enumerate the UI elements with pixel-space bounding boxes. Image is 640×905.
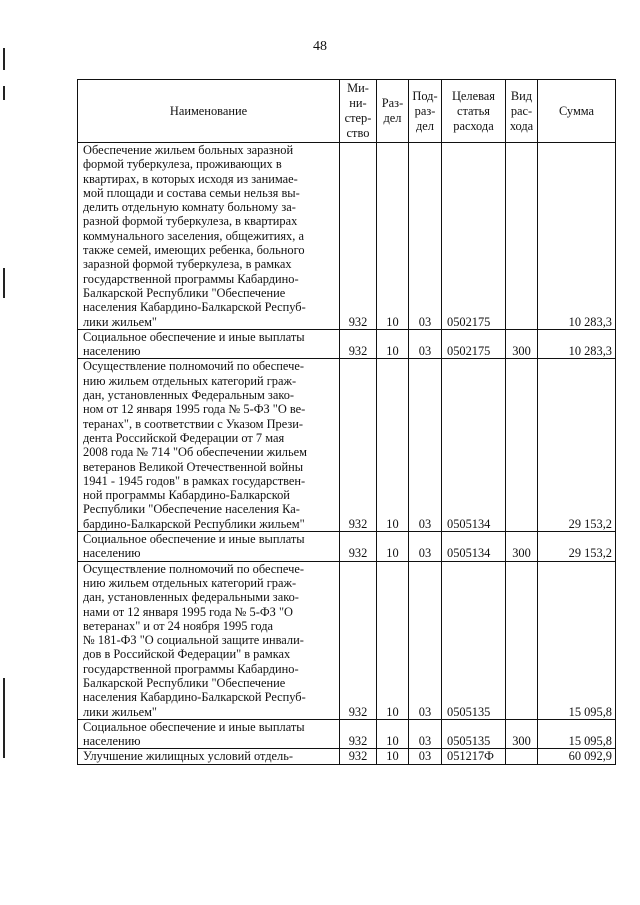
sum-cell: 10 283,3 bbox=[538, 329, 616, 359]
target-article-cell: 0505135 bbox=[442, 719, 506, 749]
text-line: дан, установленных федеральными зако- bbox=[83, 590, 299, 605]
text-line: ни- bbox=[349, 96, 367, 110]
text-line: дента Российской Федерации от 7 мая bbox=[83, 430, 285, 445]
text-line: населению bbox=[83, 546, 141, 561]
text-line: 2008 года № 714 "Об обеспечении жильем bbox=[83, 445, 307, 460]
text-line: ной программы Кабардино-Балкарской bbox=[83, 488, 290, 503]
subsection-cell: 03 bbox=[409, 561, 442, 719]
table-row bbox=[78, 719, 616, 749]
section-cell: 10 bbox=[377, 561, 409, 719]
expense-type-cell: 300 bbox=[506, 532, 538, 562]
text-line: Улучшение жилищных условий отдель- bbox=[83, 749, 294, 764]
table-row bbox=[78, 359, 616, 532]
ministry-cell: 932 bbox=[340, 749, 377, 764]
text-line: государственной программы Кабардино- bbox=[83, 271, 299, 286]
text-line: Социальное обеспечение и иные выплаты bbox=[83, 532, 305, 547]
text-line: стер- bbox=[344, 111, 372, 125]
subsection-cell: 03 bbox=[409, 359, 442, 532]
text-line: Социальное обеспечение и иные выплаты bbox=[83, 329, 305, 344]
text-line: Республики "Обеспечение населения Ка- bbox=[83, 502, 300, 517]
text-line: Обеспечение жильем больных заразной bbox=[83, 143, 294, 157]
expense-type-cell bbox=[506, 749, 538, 764]
text-line: Ми- bbox=[347, 81, 369, 95]
ministry-cell: 932 bbox=[340, 143, 377, 330]
subsection-cell: 03 bbox=[409, 329, 442, 359]
name-cell bbox=[78, 143, 340, 330]
text-line: лики жильем" bbox=[83, 704, 157, 719]
text-line: Социальное обеспечение и иные выплаты bbox=[83, 719, 305, 734]
scan-mark bbox=[3, 268, 5, 298]
text-line: Осуществление полномочий по обеспече- bbox=[83, 359, 304, 374]
scan-mark bbox=[3, 48, 5, 70]
subsection-cell: 03 bbox=[409, 749, 442, 764]
target-article-cell: 0505135 bbox=[442, 561, 506, 719]
section-cell: 10 bbox=[377, 719, 409, 749]
header-target-article bbox=[442, 80, 506, 143]
text-line: населения Кабардино-Балкарской Респуб- bbox=[83, 690, 306, 705]
text-line: хода bbox=[509, 118, 534, 133]
text-line: № 181-ФЗ "О социальной защите инвали- bbox=[83, 633, 304, 648]
header-ministry bbox=[340, 80, 377, 143]
text-line: формой туберкулеза, проживающих в bbox=[83, 157, 282, 172]
name-cell bbox=[78, 532, 340, 562]
text-line: населению bbox=[83, 344, 141, 359]
section-cell: 10 bbox=[377, 532, 409, 562]
ministry-cell: 932 bbox=[340, 359, 377, 532]
table-row bbox=[78, 532, 616, 562]
target-article-cell: 0502175 bbox=[442, 143, 506, 330]
sum-cell: 29 153,2 bbox=[538, 532, 616, 562]
text-line: расхода bbox=[453, 118, 494, 133]
expense-type-cell bbox=[506, 359, 538, 532]
text-line: заразной формой туберкулеза, в рамках bbox=[83, 257, 292, 272]
section-cell: 10 bbox=[377, 329, 409, 359]
ministry-cell: 932 bbox=[340, 329, 377, 359]
sum-cell: 10 283,3 bbox=[538, 143, 616, 330]
subsection-cell: 03 bbox=[409, 532, 442, 562]
table-row bbox=[78, 143, 616, 330]
budget-table bbox=[77, 79, 616, 765]
expense-type-cell: 300 bbox=[506, 719, 538, 749]
page-number: 48 bbox=[313, 39, 327, 54]
name-cell bbox=[78, 561, 340, 719]
text-line: мой площади и состава семьи нельзя вы- bbox=[83, 185, 300, 200]
text-line: ветеранов Великой Отечественной войны bbox=[83, 459, 304, 474]
text-line: теранах", в соответствии с Указом Прези- bbox=[83, 416, 304, 431]
header-subsection bbox=[409, 80, 442, 143]
text-line: ство bbox=[346, 126, 370, 140]
section-cell: 10 bbox=[377, 359, 409, 532]
name-cell bbox=[78, 749, 340, 764]
text-line: 1941 - 1945 годов" в рамках государствен- bbox=[83, 473, 306, 488]
scan-mark bbox=[3, 678, 5, 758]
text-line: рас- bbox=[510, 103, 533, 118]
text-line: разной формой туберкулеза, в квартирах bbox=[83, 214, 298, 229]
sum-cell: 29 153,2 bbox=[538, 359, 616, 532]
text-line: дов в Российской Федерации" в рамках bbox=[83, 647, 291, 662]
text-line: нию жильем отдельных категорий граж- bbox=[83, 373, 297, 388]
ministry-cell: 932 bbox=[340, 719, 377, 749]
name-cell bbox=[78, 719, 340, 749]
text-line: лики жильем" bbox=[83, 314, 157, 329]
text-line: государственной программы Кабардино- bbox=[83, 661, 299, 676]
table-row bbox=[78, 749, 616, 764]
sum-cell: 15 095,8 bbox=[538, 561, 616, 719]
text-line: статья bbox=[456, 103, 490, 118]
text-line: бардино-Балкарской Республики жильем" bbox=[83, 516, 305, 531]
subsection-cell: 03 bbox=[409, 719, 442, 749]
expense-type-cell bbox=[506, 561, 538, 719]
text-line: также семей, имеющих ребенка, больного bbox=[83, 243, 305, 258]
sum-cell: 15 095,8 bbox=[538, 719, 616, 749]
text-line: нами от 12 января 1995 года № 5-ФЗ "О bbox=[83, 604, 293, 619]
text-line: Балкарской Республики "Обеспечение bbox=[83, 675, 286, 690]
ministry-cell: 932 bbox=[340, 561, 377, 719]
text-line: коммунального заселения, общежитиях, а bbox=[83, 228, 304, 243]
text-line: нию жильем отдельных категорий граж- bbox=[83, 575, 297, 590]
text-line: Осуществление полномочий по обеспече- bbox=[83, 561, 304, 576]
target-article-cell: 051217Ф bbox=[442, 749, 506, 764]
name-cell bbox=[78, 329, 340, 359]
text-line: Под- bbox=[412, 88, 438, 103]
text-line: Наименование bbox=[169, 103, 248, 118]
text-line: Балкарской Республики "Обеспечение bbox=[83, 285, 286, 300]
text-line: населению bbox=[83, 734, 141, 749]
target-article-cell: 0502175 bbox=[442, 329, 506, 359]
text-line: раз- bbox=[414, 103, 436, 118]
target-article-cell: 0505134 bbox=[442, 532, 506, 562]
name-cell bbox=[78, 359, 340, 532]
text-line: дан, установленных Федеральным зако- bbox=[83, 388, 295, 403]
text-line: дел bbox=[416, 118, 434, 133]
expense-type-cell: 300 bbox=[506, 329, 538, 359]
target-article-cell: 0505134 bbox=[442, 359, 506, 532]
table-body bbox=[78, 143, 616, 765]
text-line: Целевая bbox=[451, 88, 496, 103]
header-section bbox=[377, 80, 409, 143]
text-line: Вид bbox=[510, 88, 533, 103]
header-name bbox=[78, 80, 340, 143]
text-line: ном от 12 января 1995 года № 5-ФЗ "О ве- bbox=[83, 402, 306, 417]
section-cell: 10 bbox=[377, 749, 409, 764]
text-line: делить отдельную комнату больному за- bbox=[83, 200, 296, 215]
text-line: Раз- bbox=[381, 96, 404, 110]
text-line: населения Кабардино-Балкарской Респуб- bbox=[83, 300, 306, 315]
table-row bbox=[78, 329, 616, 359]
scan-mark bbox=[3, 86, 5, 100]
sum-cell: 60 092,9 bbox=[538, 749, 616, 764]
header-expense-type bbox=[506, 80, 538, 143]
ministry-cell: 932 bbox=[340, 532, 377, 562]
text-line: квартирах, в которых исходя из занимае- bbox=[83, 171, 298, 186]
header-sum bbox=[538, 80, 616, 143]
text-line: ветеранах" и от 24 ноября 1995 года bbox=[83, 618, 274, 633]
text-line: Сумма bbox=[558, 103, 595, 118]
text-line: дел bbox=[383, 111, 402, 125]
table-row bbox=[78, 561, 616, 719]
table-header-row bbox=[78, 80, 616, 143]
subsection-cell: 03 bbox=[409, 143, 442, 330]
expense-type-cell bbox=[506, 143, 538, 330]
section-cell: 10 bbox=[377, 143, 409, 330]
